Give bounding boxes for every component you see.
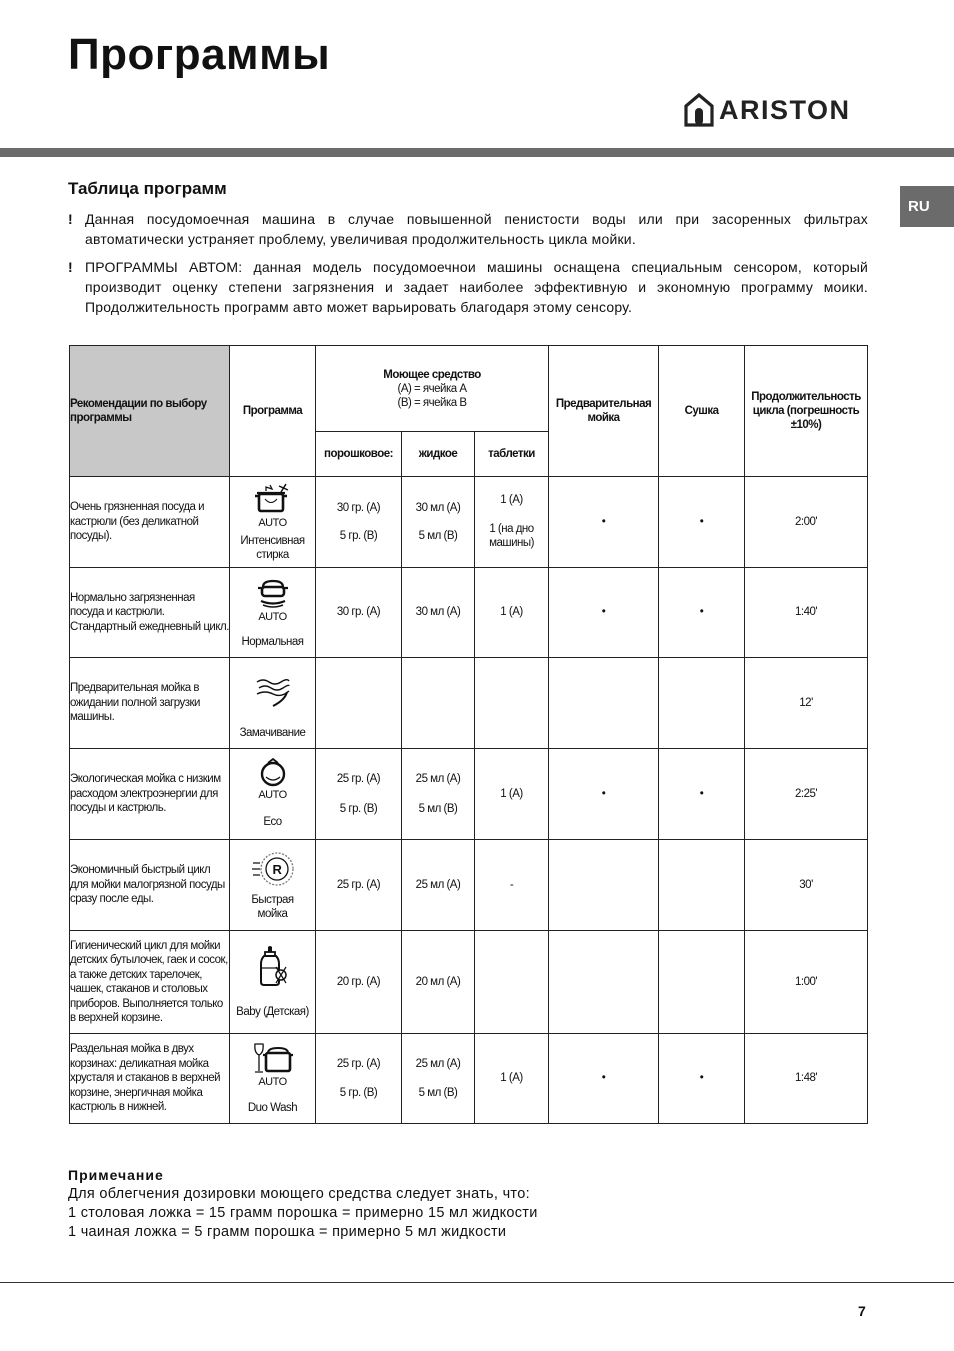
liquid-dose-a: 30 мл (A)	[415, 501, 461, 514]
program-name: Duo Wash	[247, 1102, 298, 1115]
row-prewash	[549, 658, 659, 749]
row-prewash	[549, 931, 659, 1034]
program-name: Eco	[263, 816, 282, 829]
row-powder	[316, 749, 402, 840]
row-program	[230, 477, 316, 568]
table-row	[70, 568, 868, 658]
row-drying: •	[659, 749, 745, 840]
header-detergent-a: (A) = ячейка A	[397, 382, 467, 395]
exclamation-marker: !	[68, 211, 73, 227]
footer-divider	[0, 1282, 954, 1283]
brand-name: ARISTON	[719, 94, 851, 125]
row-tablets	[475, 477, 549, 568]
header-prewash: Предварительная мойка	[549, 346, 659, 477]
table-row	[70, 840, 868, 931]
tablet-dose-a: 1 (A)	[500, 494, 523, 507]
row-powder	[316, 658, 402, 749]
row-drying	[659, 658, 745, 749]
liquid-dose-a: 25 мл (A)	[415, 773, 461, 785]
intensive-pot-icon	[253, 482, 293, 516]
rapid-r-icon	[251, 849, 295, 889]
liquid-dose-b: 5 мл (B)	[418, 802, 458, 815]
row-tablets: 1 (A)	[475, 568, 549, 658]
row-powder: 25 гр. (A)	[316, 840, 402, 931]
eco-icon	[253, 758, 293, 788]
header-liquid: жидкое	[402, 432, 475, 477]
liquid-dose-b: 5 мл (B)	[418, 1086, 458, 1099]
row-recommendation: Очень грязненная посуда и кастрюли (без деликатной посуды).	[70, 477, 230, 568]
header-duration: Продолжительность цикла (погрешность ±10%)	[745, 346, 868, 477]
row-program	[230, 749, 316, 840]
table-row	[70, 931, 868, 1034]
program-name: Замачивание	[239, 726, 306, 739]
row-recommendation: Гигиенический цикл для мойки детских бутылочек, гаек и сосок, а также детских тарелочек, чашек, стаканов и столовых приборов. Выполняется только в верхней корзине.	[70, 931, 230, 1034]
svg-text:R: R	[272, 861, 281, 877]
row-powder: 20 гр. (A)	[316, 931, 402, 1034]
auto-label: AUTO	[258, 1076, 287, 1089]
row-tablets	[475, 658, 549, 749]
row-tablets: 1 (A)	[475, 749, 549, 840]
row-prewash: •	[549, 477, 659, 568]
programs-table	[69, 345, 868, 1124]
row-recommendation: Нормально загрязненная посуда и кастрюли. Стандартный ежедневный цикл.	[70, 568, 230, 658]
row-powder: 30 гр. (A)	[316, 568, 402, 658]
header-powder: порошковое:	[316, 432, 402, 477]
language-tab: RU	[900, 186, 954, 227]
row-duration: 30'	[745, 840, 868, 931]
remark-line: Для облегчения дозировки моющего средства следует знать, что:	[68, 1186, 530, 1202]
program-name: Baby (Детская)	[236, 1005, 309, 1018]
program-name: Интенсивная стирка	[240, 534, 305, 561]
powder-dose-b: 5 гр. (B)	[339, 802, 378, 815]
row-liquid	[402, 749, 475, 840]
header-divider-bar	[0, 148, 954, 157]
row-prewash	[549, 840, 659, 931]
header-detergent-b: (B) = ячейка B	[397, 396, 467, 409]
table-row	[70, 749, 868, 840]
row-liquid: 20 мл (A)	[402, 931, 475, 1034]
row-powder	[316, 477, 402, 568]
row-drying	[659, 931, 745, 1034]
brand-logo	[684, 92, 851, 128]
house-logo-icon	[684, 93, 714, 127]
exclamation-marker: !	[68, 259, 73, 275]
row-recommendation: Предварительная мойка в ожидании полной загрузки машины.	[70, 658, 230, 749]
row-duration: 1:40'	[745, 568, 868, 658]
program-name: Быстрая мойка	[251, 893, 294, 920]
normal-pot-icon	[253, 576, 293, 610]
warning-note-text: Данная посудомоечная машина в случае повышенной пенистости воды или при засоренных фильтрах автоматически устраняет проблему, увеличивая продолжительность цикла мойки.	[85, 211, 868, 247]
page-title: Программы	[68, 30, 331, 79]
auto-label: AUTO	[258, 610, 287, 623]
header-program: Программа	[230, 346, 316, 477]
row-program	[230, 931, 316, 1034]
header-detergent-title: Моющее средство	[383, 368, 481, 381]
row-powder	[316, 1034, 402, 1124]
tablet-dose-b: 1 (на дно машины)	[489, 522, 534, 550]
row-liquid: 30 мл (A)	[402, 568, 475, 658]
warning-note	[68, 257, 868, 317]
table-row	[70, 658, 868, 749]
header-recommendation: Рекомендации по выбору программы	[70, 346, 230, 477]
row-duration: 2:25'	[745, 749, 868, 840]
row-recommendation: Раздельная мойка в двух корзинах: деликатная мойка хрусталя и стаканов в верхней корзине, энергичная мойка кастрюль в нижней.	[70, 1034, 230, 1124]
powder-dose-a: 30 гр. (A)	[336, 501, 381, 514]
row-duration: 12'	[745, 658, 868, 749]
row-drying: •	[659, 477, 745, 568]
page-number: 7	[858, 1303, 866, 1319]
header-tablets: таблетки	[475, 432, 549, 477]
header-detergent	[316, 346, 549, 432]
row-tablets: 1 (A)	[475, 1034, 549, 1124]
row-liquid	[402, 477, 475, 568]
row-drying: •	[659, 568, 745, 658]
row-prewash: •	[549, 568, 659, 658]
remark-line: 1 чаиная ложка = 5 грамм порошка = примерно 5 мл жидкости	[68, 1224, 507, 1240]
row-prewash: •	[549, 1034, 659, 1124]
row-program	[230, 658, 316, 749]
table-row	[70, 477, 868, 568]
warning-note-text: ПРОГРАММЫ АВТОМ: данная модель посудомоечнои машины оснащена специальным сенсором, который производит оценку степени загрязнения и задает наиболее эффективную и экономную программу моики. Продолжительность программ авто может варьировать благодаря этому сенсору.	[85, 259, 868, 315]
row-tablets: -	[475, 840, 549, 931]
row-program	[230, 840, 316, 931]
row-drying: •	[659, 1034, 745, 1124]
warning-note	[68, 209, 868, 249]
duo-wash-icon	[252, 1041, 294, 1075]
row-duration: 2:00'	[745, 477, 868, 568]
row-prewash: •	[549, 749, 659, 840]
row-recommendation: Экологическая мойка с низким расходом электроэнергии для посуды и кастрюль.	[70, 749, 230, 840]
row-drying	[659, 840, 745, 931]
table-row	[70, 1034, 868, 1124]
row-recommendation: Экономичный быстрый цикл для мойки малогрязной посуды сразу после еды.	[70, 840, 230, 931]
row-liquid: 25 мл (A)	[402, 840, 475, 931]
auto-label: AUTO	[258, 789, 287, 802]
auto-label: AUTO	[258, 516, 287, 529]
row-liquid	[402, 658, 475, 749]
program-name: Нормальная	[241, 635, 304, 648]
row-duration: 1:00'	[745, 931, 868, 1034]
row-program	[230, 568, 316, 658]
remark-line: 1 столовая ложка = 15 грамм порошка = примерно 15 мл жидкости	[68, 1205, 538, 1221]
row-program	[230, 1034, 316, 1124]
header-drying: Сушка	[659, 346, 745, 477]
row-tablets	[475, 931, 549, 1034]
row-duration: 1:48'	[745, 1034, 868, 1124]
section-title: Таблица программ	[68, 179, 227, 198]
powder-dose-a: 25 гр. (A)	[336, 1058, 381, 1070]
powder-dose-b: 5 гр. (B)	[339, 1086, 378, 1099]
row-liquid	[402, 1034, 475, 1124]
baby-bottle-icon	[253, 945, 293, 987]
powder-dose-b: 5 гр. (B)	[339, 530, 378, 542]
liquid-dose-a: 25 мл (A)	[415, 1058, 461, 1070]
soak-waves-icon	[253, 676, 293, 710]
powder-dose-a: 25 гр. (A)	[336, 773, 381, 785]
remark-title: Примечание	[68, 1167, 164, 1183]
liquid-dose-b: 5 мл (B)	[418, 530, 458, 542]
